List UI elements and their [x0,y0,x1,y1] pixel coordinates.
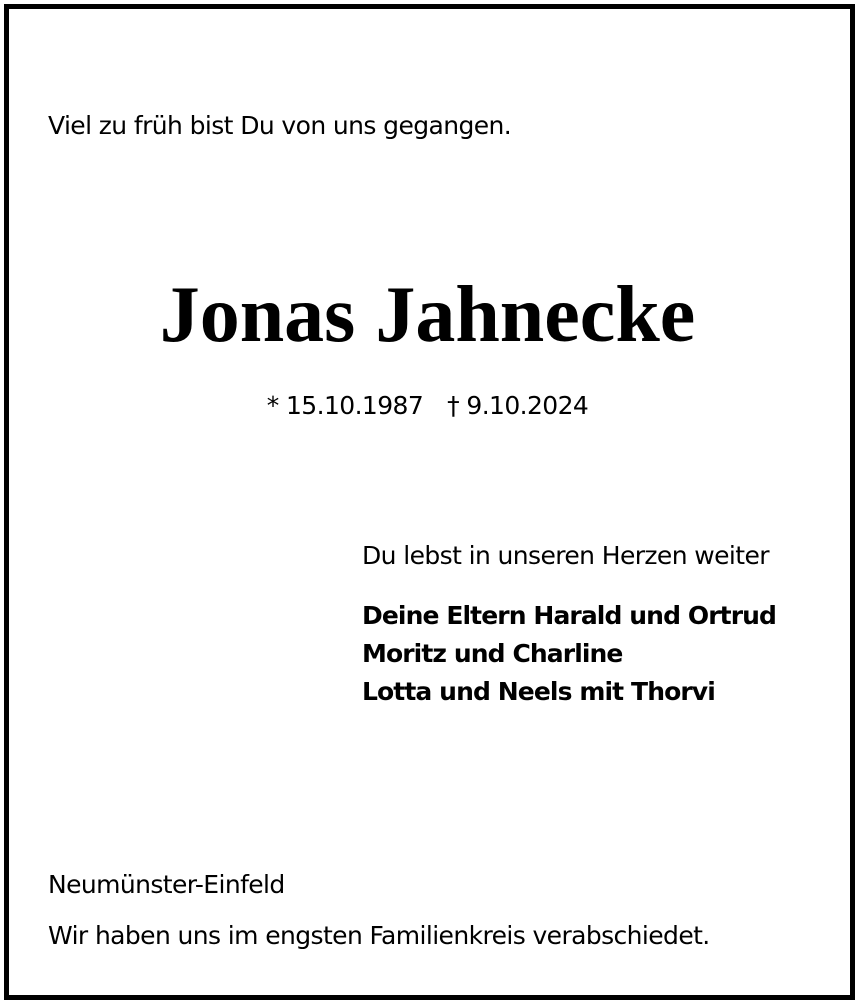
signers-block [362,597,776,711]
signer-line: Moritz und Charline [362,639,623,668]
intro-line: Viel zu früh bist Du von uns gegangen. [48,111,512,140]
farewell-note: Wir haben uns im engsten Familienkreis verabschiedet. [48,921,710,950]
place-line: Neumünster-Einfeld [48,870,285,899]
motto-line: Du lebst in unseren Herzen weiter [362,541,769,570]
deceased-name: Jonas Jahnecke [159,271,696,359]
birth-date: * 15.10.1987 [266,391,424,420]
death-date: † 9.10.2024 [447,391,589,420]
life-dates [0,390,855,422]
signer-line: Lotta und Neels mit Thorvi [362,677,715,706]
notice-border [4,4,855,1000]
signer-line: Deine Eltern Harald und Ortrud [362,601,777,630]
